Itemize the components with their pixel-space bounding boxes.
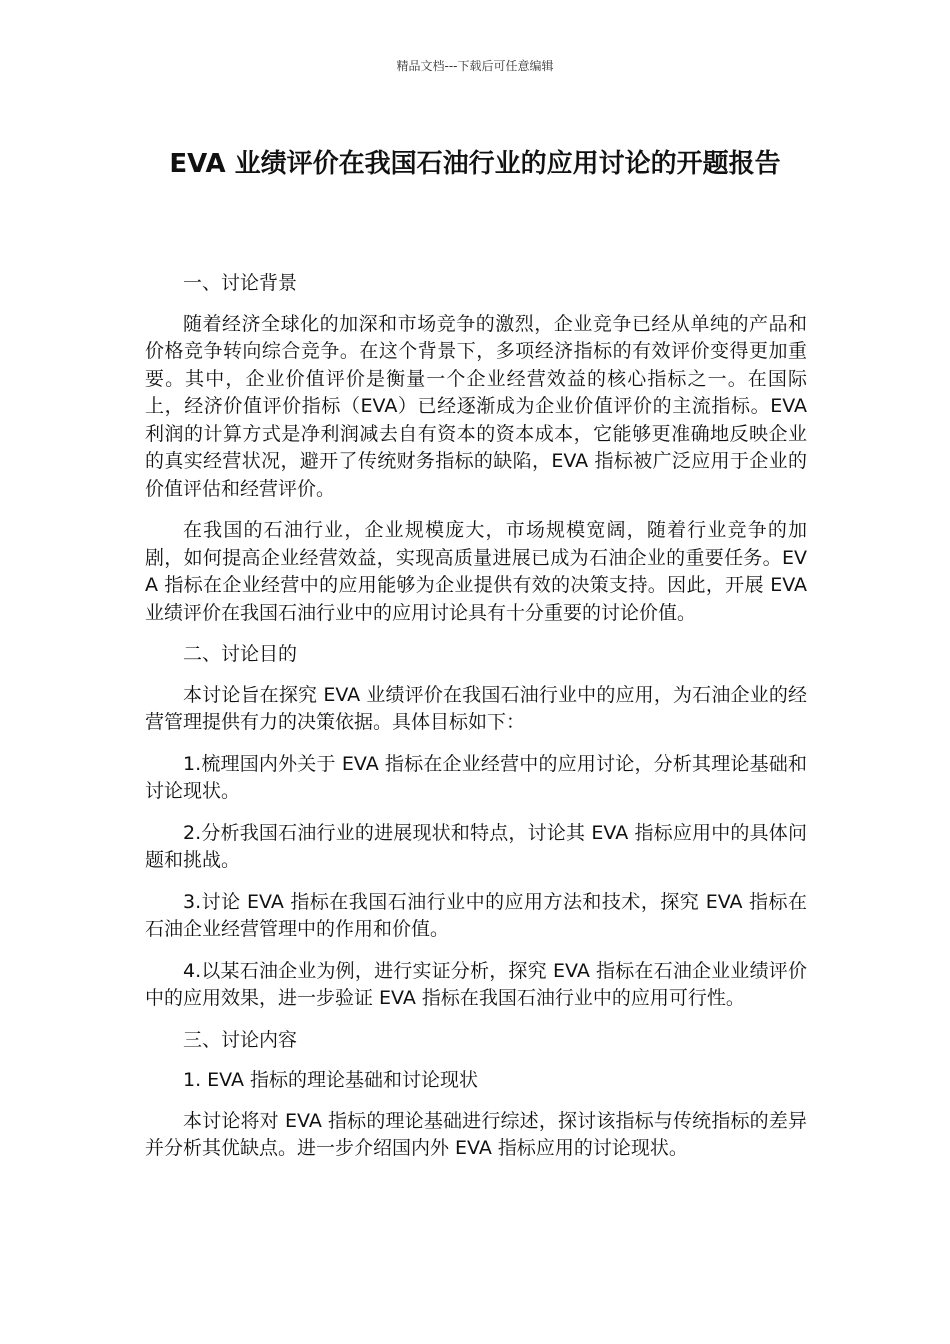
goal-item: 2.分析我国石油行业的进展现状和特点，讨论其 EVA 指标应用中的具体问题和挑战。 xyxy=(145,821,807,871)
section-heading-content: 三、讨论内容 xyxy=(183,1028,298,1051)
document-body xyxy=(145,270,807,1177)
paragraph: 在我国的石油行业，企业规模庞大，市场规模宽阔，随着行业竞争的加剧，如何提高企业经营效益，实现高质量进展已成为石油企业的重要任务。EVA 指标在企业经营中的应用能够为企业提供有效的决策支持。因此，开展 EVA 业绩评价在我国石油行业中的应用讨论具有十分重要的讨论价值。 xyxy=(145,519,807,624)
goal-item: 3.讨论 EVA 指标在我国石油行业中的应用方法和技术，探究 EVA 指标在石油企业经营管理中的作用和价值。 xyxy=(145,890,807,940)
page-header: 精品文档---下载后可任意编辑 xyxy=(396,59,554,73)
subsection-heading: 1. EVA 指标的理论基础和讨论现状 xyxy=(183,1069,478,1091)
section-heading-purpose: 二、讨论目的 xyxy=(183,643,298,665)
section-heading-background: 一、讨论背景 xyxy=(183,272,298,294)
goal-item: 1.梳理国内外关于 EVA 指标在企业经营中的应用讨论，分析其理论基础和讨论现状。 xyxy=(145,752,807,802)
paragraph: 本讨论将对 EVA 指标的理论基础进行综述，探讨该指标与传统指标的差异并分析其优缺点。进一步介绍国内外 EVA 指标应用的讨论现状。 xyxy=(145,1109,807,1159)
paragraph: 随着经济全球化的加深和市场竞争的激烈，企业竞争已经从单纯的产品和价格竞争转向综合竞争。在这个背景下，多项经济指标的有效评价变得更加重要。其中，企业价值评价是衡量一个企业经营效益的核心指标之一。在国际上，经济价值评价指标（EVA）已经逐渐成为企业价值评价的主流指标。EVA 利润的计算方式是净利润减去自有资本的资本成本，它能够更准确地反映企业的真实经营状况，避开了传统财务指标的缺陷，EVA 指标被广泛应用于企业的价值评估和经营评价。 xyxy=(145,312,807,500)
goal-item: 4.以某石油企业为例，进行实证分析，探究 EVA 指标在石油企业业绩评价中的应用效果，进一步验证 EVA 指标在我国石油行业中的应用可行性。 xyxy=(145,959,807,1009)
document-title: EVA 业绩评价在我国石油行业的应用讨论的开题报告 xyxy=(169,149,781,179)
paragraph: 本讨论旨在探究 EVA 业绩评价在我国石油行业中的应用，为石油企业的经营管理提供有力的决策依据。具体目标如下： xyxy=(145,683,807,733)
